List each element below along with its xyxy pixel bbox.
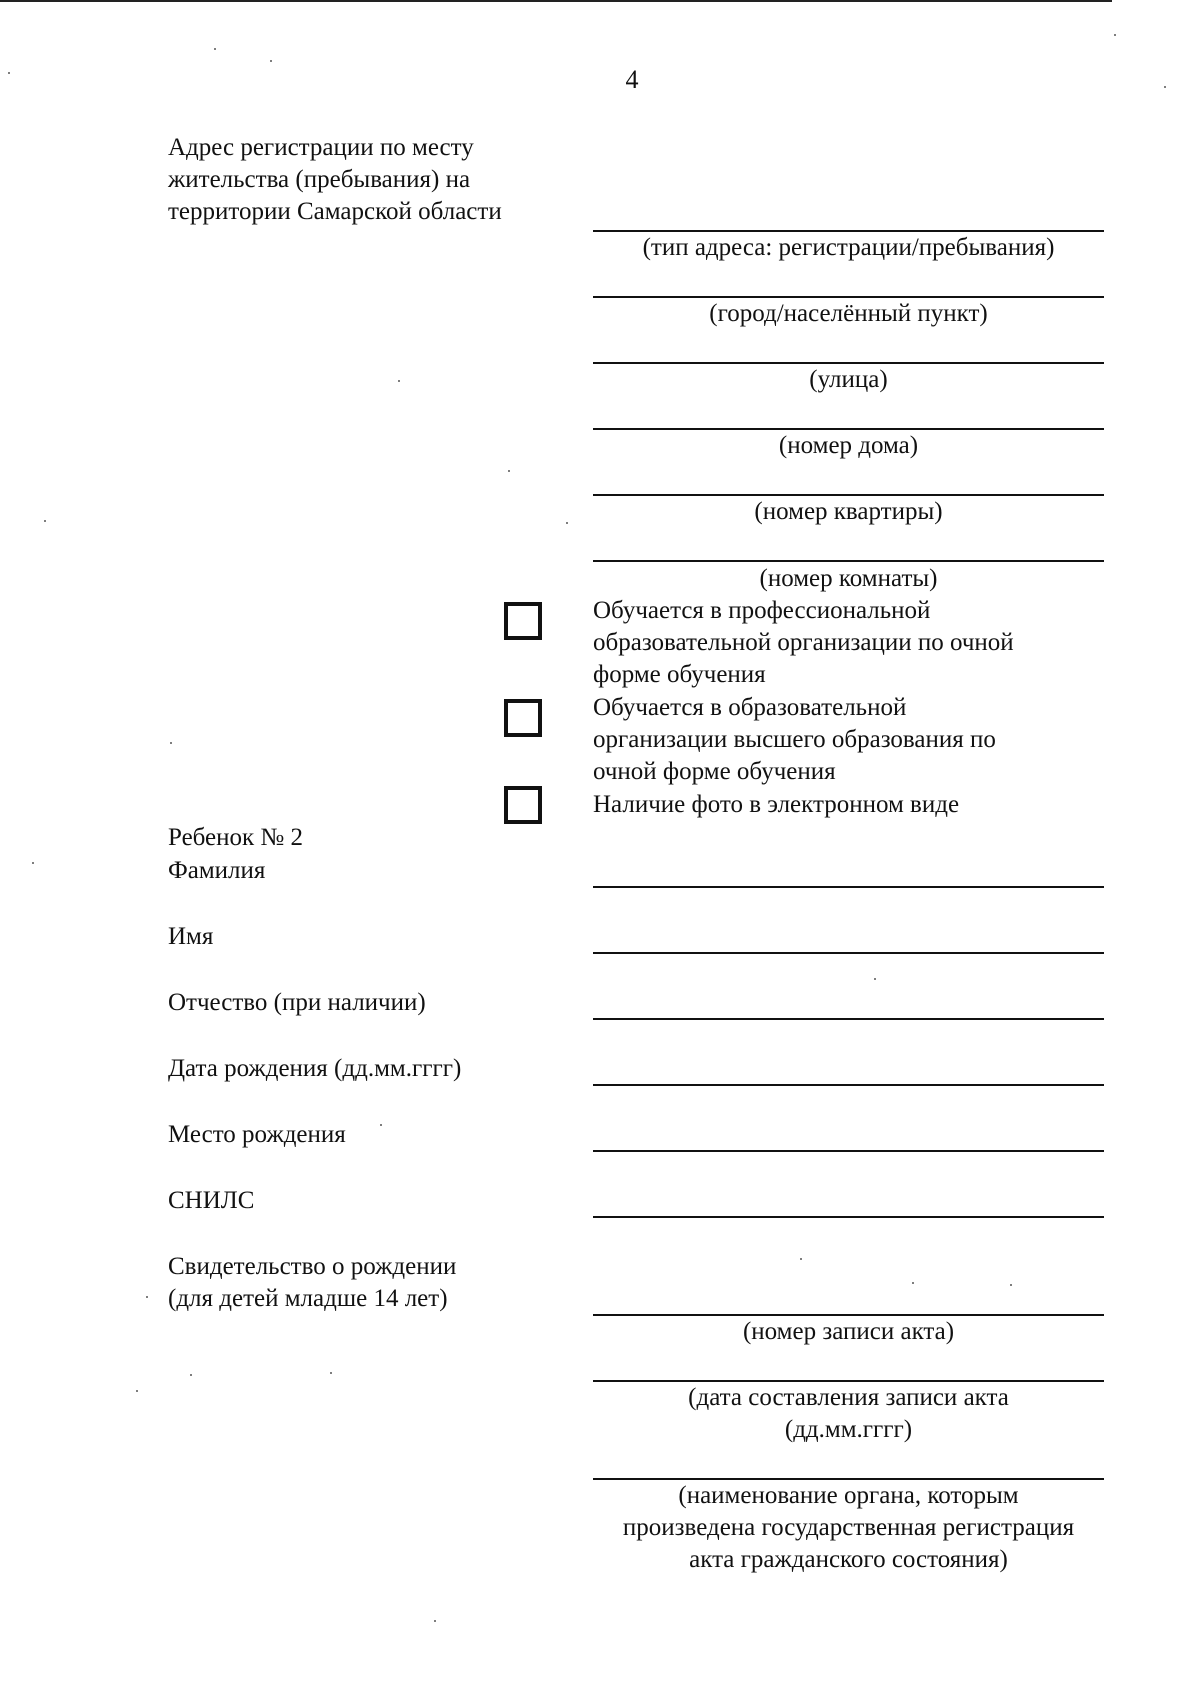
scan-speck (398, 380, 400, 382)
address-label-line-1: Адрес регистрации по месту (168, 134, 474, 161)
registration-authority-caption-line-1: (наименование органа, которым (678, 1482, 1019, 1509)
scan-speck (330, 1372, 332, 1374)
scan-speck (380, 1124, 382, 1126)
address-type-caption: (тип адреса: регистрации/пребывания) (642, 234, 1055, 261)
patronymic-field[interactable] (593, 1018, 1104, 1020)
room-number-caption: (номер комнаты) (759, 565, 938, 592)
scan-speck (800, 1258, 802, 1260)
act-date-caption-line-1: (дата составления записи акта (688, 1384, 1009, 1411)
act-number-caption: (номер записи акта) (742, 1318, 955, 1345)
scan-speck (1164, 86, 1166, 88)
electronic-photo-label: Наличие фото в электронном виде (593, 791, 960, 818)
scan-speck (566, 522, 568, 524)
vocational-education-line-1: Обучается в профессиональной (593, 597, 931, 624)
act-date-caption-line-2: (дд.мм.гггг) (784, 1416, 913, 1443)
scan-speck (44, 520, 46, 522)
address-label-line-2: жительства (пребывания) на (168, 166, 471, 193)
apartment-number-caption: (номер квартиры) (754, 498, 943, 525)
name-label: Имя (168, 923, 214, 950)
scan-speck (32, 862, 34, 864)
snils-field[interactable] (593, 1216, 1104, 1218)
name-field[interactable] (593, 952, 1104, 954)
address-label-line-3: территории Самарской области (168, 198, 502, 225)
scan-speck (912, 1282, 914, 1284)
surname-label: Фамилия (168, 857, 266, 884)
higher-education-line-3: очной форме обучения (593, 758, 836, 785)
snils-label: СНИЛС (168, 1187, 255, 1214)
vocational-education-line-3: форме обучения (593, 661, 766, 688)
scan-speck (214, 48, 216, 50)
vocational-education-checkbox[interactable] (504, 602, 542, 640)
scan-speck (874, 978, 876, 980)
registration-authority-caption-line-2: произведена государственная регистрация (622, 1514, 1075, 1541)
scan-speck (190, 1374, 192, 1376)
scan-speck (1010, 1284, 1012, 1286)
scan-speck (508, 470, 510, 472)
scan-speck (8, 72, 10, 74)
birth-place-field[interactable] (593, 1150, 1104, 1152)
city-caption: (город/населённый пункт) (709, 300, 988, 327)
higher-education-line-2: организации высшего образования по (593, 726, 996, 753)
patronymic-label: Отчество (при наличии) (168, 989, 426, 1016)
scan-speck (434, 1620, 436, 1622)
birth-place-label: Место рождения (168, 1121, 346, 1148)
birth-date-label: Дата рождения (дд.мм.гггг) (168, 1055, 462, 1082)
room-number-field[interactable] (593, 560, 1104, 562)
certificate-label-line-1: Свидетельство о рождении (168, 1253, 457, 1280)
scan-speck (270, 60, 272, 62)
electronic-photo-checkbox[interactable] (504, 786, 542, 824)
child-heading: Ребенок № 2 (168, 824, 304, 851)
higher-education-checkbox[interactable] (504, 699, 542, 737)
street-caption: (улица) (809, 366, 888, 393)
birth-date-field[interactable] (593, 1084, 1104, 1086)
surname-field[interactable] (593, 886, 1104, 888)
top-border-line (0, 0, 1112, 2)
page-number: 4 (625, 65, 639, 94)
house-number-caption: (номер дома) (778, 432, 919, 459)
registration-authority-caption-line-3: акта гражданского состояния) (689, 1546, 1008, 1573)
scan-speck (146, 1296, 148, 1298)
scan-speck (136, 1390, 138, 1392)
scan-speck (170, 742, 172, 744)
higher-education-line-1: Обучается в образовательной (593, 694, 907, 721)
scan-speck (1114, 34, 1116, 36)
vocational-education-line-2: образовательной организации по очной (593, 629, 1014, 656)
certificate-label-line-2: (для детей младше 14 лет) (168, 1285, 448, 1312)
